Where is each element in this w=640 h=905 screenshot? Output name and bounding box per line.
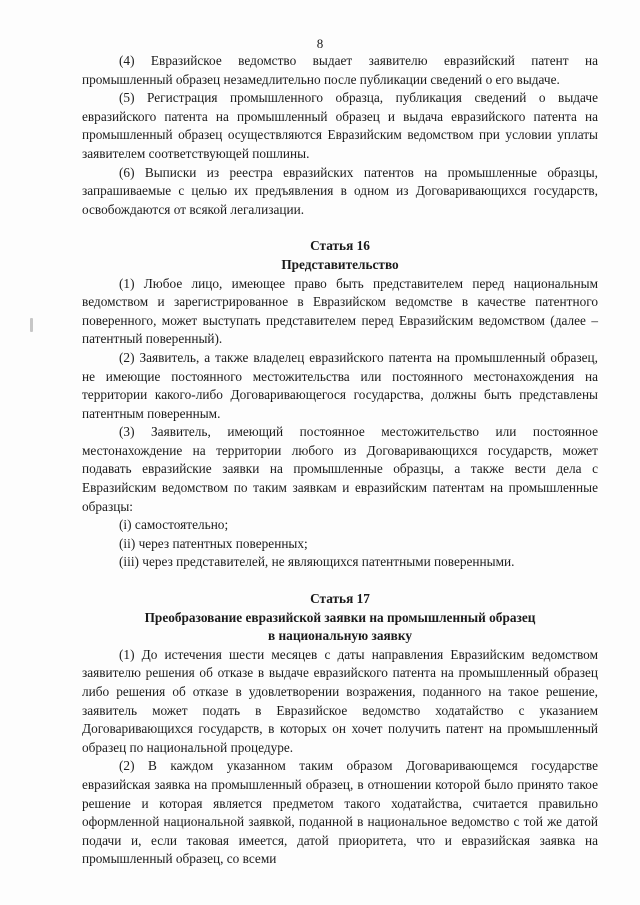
article-16-paragraph-2: (2) Заявитель, а также владелец евразийского патента на промышленный образец, не имеющие постоянного местожительства или постоянного местонахождения на территории какого-либо Договаривающегося государства, должны быть представлены патентным поверенным.	[82, 349, 598, 421]
scan-margin-mark	[30, 318, 33, 332]
article-17-paragraph-2: (2) В каждом указанном таким образом Договаривающемся государстве евразийская заявка на промышленный образец, в отношении которой было принято такое решение и которая является предметом такого ходатайства, считается правильно оформленной национальной заявкой, поданной в национальное ведомство с той же датой подачи и, если таковая имеется, датой приоритета, что и евразийская заявка на промышленный образец, со всеми	[82, 758, 598, 867]
article-16-number: Статья 16	[310, 238, 370, 254]
paragraph-6: (6) Выписки из реестра евразийских патентов на промышленные образцы, запрашиваемые с целью их предъявления в одном из Договаривающихся государств, освобождаются от всякой легализации.	[82, 164, 598, 217]
article-17-number: Статья 17	[310, 591, 370, 607]
article-16-paragraph-1: (1) Любое лицо, имеющее право быть представителем перед национальным ведомством и зарегистрированное в Евразийском ведомстве в качестве патентного поверенного, может выступать представителем перед Евразийским ведомством (далее – патентный поверенный).	[82, 275, 598, 347]
article-17-title-line-1: Преобразование евразийской заявки на промышленный образец	[144, 609, 536, 625]
article-17-paragraph-1: (1) До истечения шести месяцев с даты направления Евразийским ведомством заявителю решения об отказе в выдаче евразийского патента на промышленный образец либо решения об отказе в удовлетворении возражения, поданного на такое решение, заявитель может подать в Евразийское ведомство ходатайство с указанием Договаривающихся государств, в которых он хочет получить патент на промышленный образец по национальной процедуре.	[82, 646, 598, 755]
article-16-list-item-3: (iii) через представителей, не являющихся патентными поверенными.	[119, 554, 515, 570]
article-16-paragraph-3: (3) Заявитель, имеющий постоянное местожительство или постоянное местонахождение на территории любого из Договаривающихся государств, может подавать евразийские заявки на промышленные образцы, а также вести дела с Евразийским ведомством по таким заявкам и евразийским патентам на промышленные образцы:	[82, 424, 598, 514]
article-17-title-line-2: в национальную заявку	[268, 628, 412, 644]
document-body	[82, 52, 598, 869]
page-number: 8	[316, 36, 324, 51]
article-16-list-item-1: (i) самостоятельно;	[119, 517, 229, 533]
paragraph-4: (4) Евразийское ведомство выдает заявителю евразийский патент на промышленный образец незамедлительно после публикации сведений о его выдаче.	[82, 53, 598, 87]
section-gap	[82, 219, 598, 237]
paragraph-5: (5) Регистрация промышленного образца, публикация сведений о выдаче евразийского патента на промышленный образец и выдача евразийского патента на промышленный образец осуществляются Евразийским ведомством при условии уплаты заявителем соответствующей пошлины.	[82, 90, 598, 161]
section-gap	[82, 572, 598, 590]
article-16-list-item-2: (ii) через патентных поверенных;	[119, 535, 308, 551]
article-16-title: Представительство	[281, 256, 399, 272]
